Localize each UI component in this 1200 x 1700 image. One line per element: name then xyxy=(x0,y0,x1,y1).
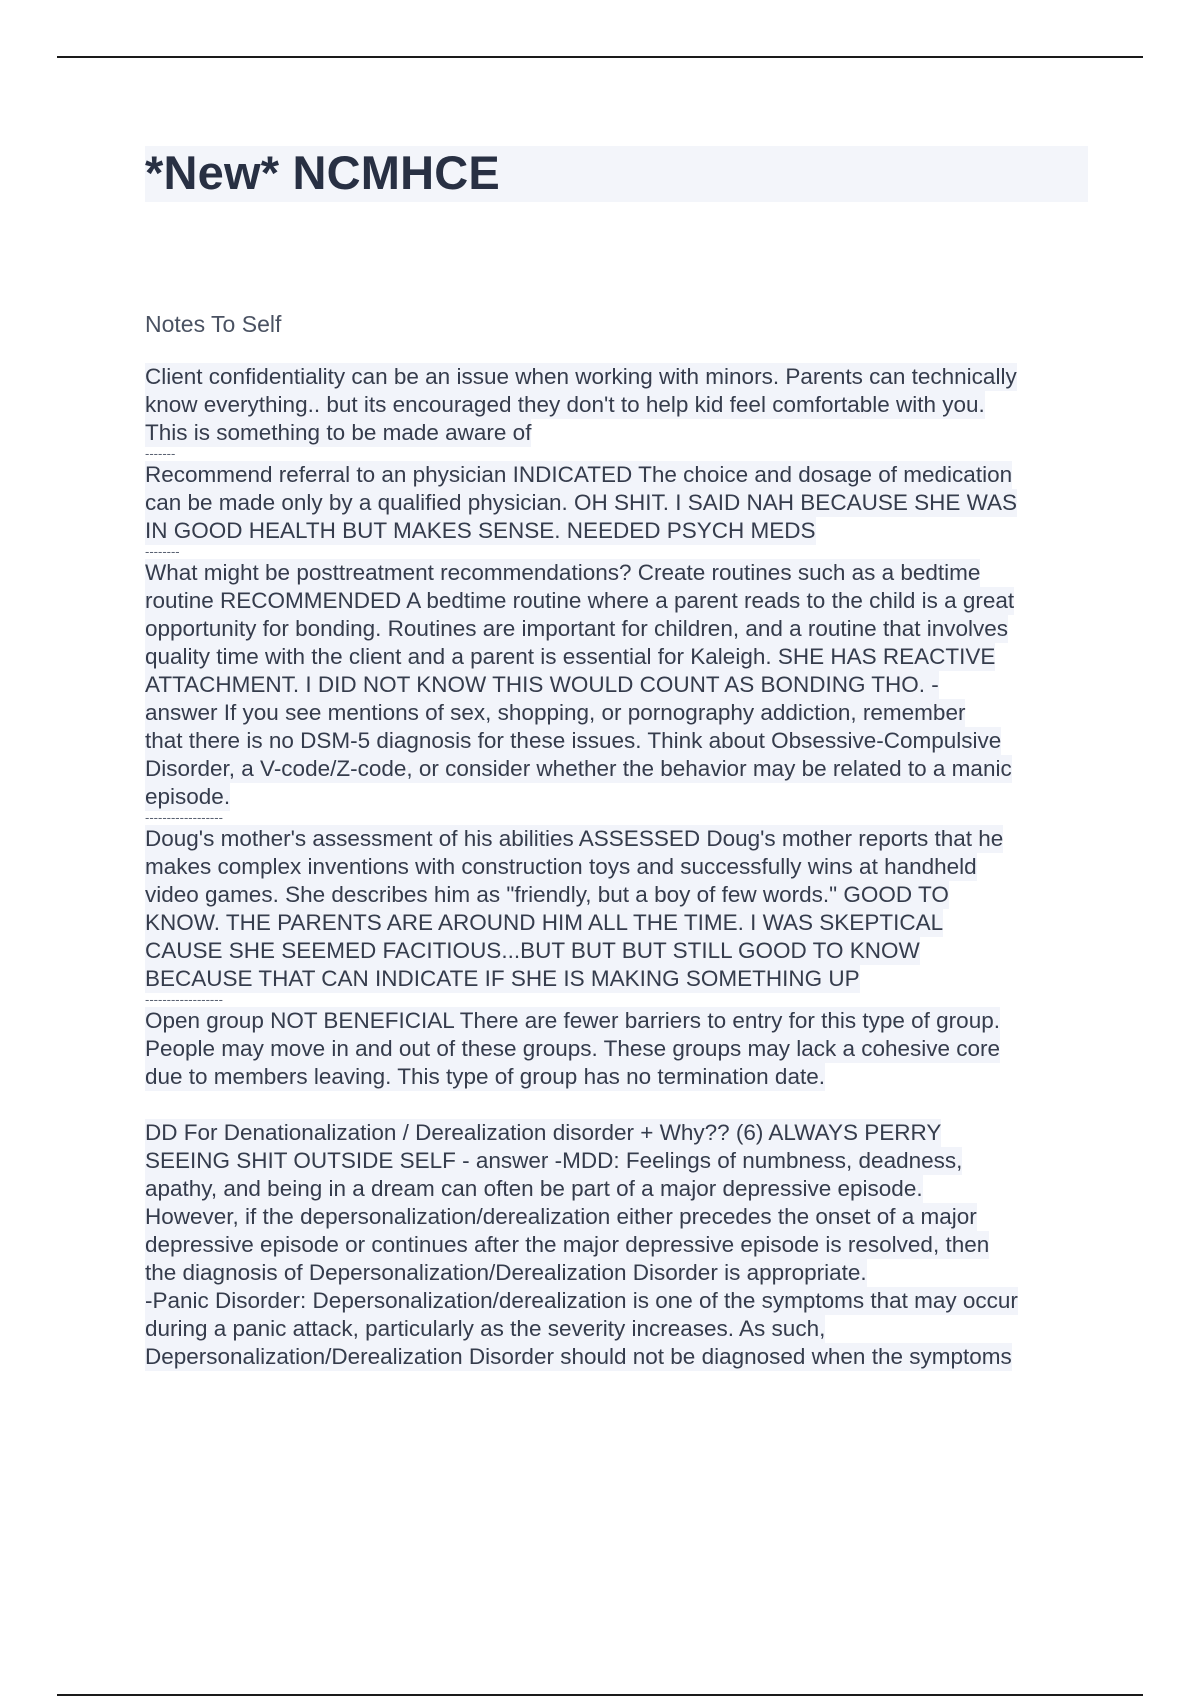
document-title: *New* NCMHCE xyxy=(145,146,500,199)
dash-separator: -------- xyxy=(145,544,180,559)
note-line: CAUSE SHE SEEMED FACITIOUS...BUT BUT BUT STILL GOOD TO KNOW xyxy=(145,938,920,963)
note-line: depressive episode or continues after the major depressive episode is resolved, then xyxy=(145,1232,990,1257)
note-line: ATTACHMENT. I DID NOT KNOW THIS WOULD COUNT AS BONDING THO. - xyxy=(145,672,939,697)
note-line: Disorder, a V-code/Z-code, or consider whether the behavior may be related to a manic xyxy=(145,756,1012,781)
note-line: DD For Denationalization / Derealization disorder + Why?? (6) ALWAYS PERRY xyxy=(145,1120,942,1145)
note-paragraph xyxy=(145,461,1095,545)
section-heading: Notes To Self xyxy=(145,311,282,337)
note-line: Recommend referral to an physician INDICATED The choice and dosage of medication xyxy=(145,462,1013,487)
note-line: BECAUSE THAT CAN INDICATE IF SHE IS MAKING SOMETHING UP xyxy=(145,966,860,991)
note-line: What might be posttreatment recommendations? Create routines such as a bedtime xyxy=(145,560,981,585)
note-line: SEEING SHIT OUTSIDE SELF - answer -MDD: Feelings of numbness, deadness, xyxy=(145,1148,963,1173)
note-line: People may move in and out of these groups. These groups may lack a cohesive core xyxy=(145,1036,1001,1061)
note-line: can be made only by a qualified physician. OH SHIT. I SAID NAH BECAUSE SHE WAS xyxy=(145,490,1018,515)
note-line: Client confidentiality can be an issue when working with minors. Parents can technically xyxy=(145,364,1017,389)
paragraph-gap xyxy=(145,1091,1095,1119)
note-line: makes complex inventions with construction toys and successfully wins at handheld xyxy=(145,854,977,879)
note-line: Doug's mother's assessment of his abilities ASSESSED Doug's mother reports that he xyxy=(145,826,1004,851)
dash-separator: ------------------ xyxy=(145,992,223,1007)
header-rule xyxy=(57,56,1143,58)
dash-separator: ------- xyxy=(145,446,176,461)
note-line: -Panic Disorder: Depersonalization/derealization is one of the symptoms that may occur xyxy=(145,1288,1018,1313)
note-line: Open group NOT BENEFICIAL There are fewer barriers to entry for this type of group. xyxy=(145,1008,1000,1033)
note-line: answer If you see mentions of sex, shopping, or pornography addiction, remember xyxy=(145,700,966,725)
notes-list xyxy=(145,363,1095,1371)
note-line: opportunity for bonding. Routines are important for children, and a routine that involves xyxy=(145,616,1009,641)
note-line: the diagnosis of Depersonalization/Derealization Disorder is appropriate. xyxy=(145,1260,867,1285)
note-line: know everything.. but its encouraged they don't to help kid feel comfortable with you. xyxy=(145,392,985,417)
note-line: KNOW. THE PARENTS ARE AROUND HIM ALL THE TIME. I WAS SKEPTICAL xyxy=(145,910,944,935)
note-line: that there is no DSM-5 diagnosis for these issues. Think about Obsessive-Compulsive xyxy=(145,728,1002,753)
note-line: IN GOOD HEALTH BUT MAKES SENSE. NEEDED PSYCH MEDS xyxy=(145,518,816,543)
note-paragraph xyxy=(145,559,1095,811)
note-line: episode. xyxy=(145,784,231,809)
note-line: due to members leaving. This type of group has no termination date. xyxy=(145,1064,825,1089)
note-line: However, if the depersonalization/derealization either precedes the onset of a major xyxy=(145,1204,977,1229)
note-paragraph xyxy=(145,363,1095,447)
document-body xyxy=(145,310,1095,1371)
dash-separator: ------------------ xyxy=(145,810,223,825)
note-line: quality time with the client and a parent is essential for Kaleigh. SHE HAS REACTIVE xyxy=(145,644,996,669)
note-line: video games. She describes him as "friendly, but a boy of few words." GOOD TO xyxy=(145,882,949,907)
note-line: Depersonalization/Derealization Disorder should not be diagnosed when the symptoms xyxy=(145,1344,1012,1369)
note-line: during a panic attack, particularly as the severity increases. As such, xyxy=(145,1316,826,1341)
note-paragraph xyxy=(145,825,1095,993)
note-line: routine RECOMMENDED A bedtime routine where a parent reads to the child is a great xyxy=(145,588,1015,613)
note-paragraph xyxy=(145,1119,1095,1371)
note-line: apathy, and being in a dream can often be part of a major depressive episode. xyxy=(145,1176,923,1201)
footer-rule xyxy=(57,1694,1143,1696)
note-line: This is something to be made aware of xyxy=(145,420,532,445)
note-paragraph xyxy=(145,1007,1095,1091)
